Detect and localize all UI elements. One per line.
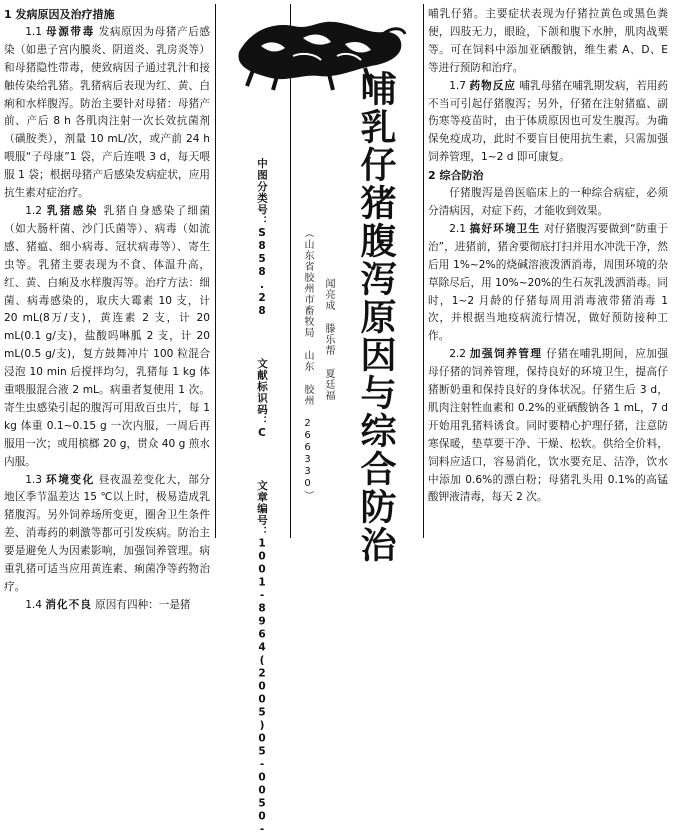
para-2-2-title: 加强饲养管理 xyxy=(469,348,543,361)
document-code: 文献标识码：C xyxy=(256,358,268,440)
para-2-1 xyxy=(428,221,668,346)
para-2-2 xyxy=(428,346,668,507)
para-1-4-continued: 哺乳仔猪。主要症状表现为仔猪拉黄色或黑色粪便，四肢无力，眼睑，下颌和腹下水肿，肌肉战栗等。可在饲料中添加亚硒酸钠，维生素 A、D、E 等进行预防和治疗。 xyxy=(428,8,668,74)
para-2-1-number: 2.1 xyxy=(449,222,467,235)
para-1-4-number: 1.4 xyxy=(25,598,43,611)
para-1-1-text: 发病原因为母猪产后感染（如患子宫内膜炎、阴道炎、乳房炎等）和母猪隐性带毒，使致病因子通过乳汁和接触传染给乳猪。乳猪病后表现为红、黄、白痢和水样腹泻。防治主要针对母猪：母猪产前、产后 8 h 各肌肉注射一次长效抗菌剂（磺胺类），剂量 10 mL/次，或产前 24 h 喂服“子母康”1 袋，产后连喂 3 d，每天喂服 1 袋；根据母猪产后感染发病症状，应用抗生素对症治疗。 xyxy=(4,25,211,200)
column-divider-right xyxy=(423,4,424,538)
para-1-3 xyxy=(4,472,210,597)
para-1-7-text: 哺乳母猪在哺乳期发病，若用药不当可引起仔猪腹泻；另外，仔猪在注射猪瘟、副伤寒等疫苗时，由于体质原因也可发生腹泻。为确保免疫成功，此时不要盲目使用抗生素，只需加强饲养管理，1~2 d 即可康复。 xyxy=(428,79,669,164)
para-1-4-title: 消化不良 xyxy=(45,598,92,611)
right-text-column xyxy=(428,6,668,507)
para-1-2 xyxy=(4,203,210,472)
para-1-4 xyxy=(4,597,210,615)
classification-number: 中图分类号：S858.28 xyxy=(256,158,268,318)
left-text-column xyxy=(4,6,210,615)
para-1-1-number: 1.1 xyxy=(25,25,43,38)
para-1-7-title: 药物反应 xyxy=(469,79,516,92)
article-number: 文章编号：1001-8964(2005)05-0050- xyxy=(256,480,268,837)
section-1-heading: 1 发病原因及治疗措施 xyxy=(4,8,115,21)
column-divider-middle xyxy=(290,4,291,538)
article-title: 哺乳仔猪腹泻原因与综合防治 xyxy=(355,70,396,564)
para-1-1 xyxy=(4,24,210,203)
para-1-4-text: 原因有四种：一是猪 xyxy=(95,598,191,611)
section-2-heading: 2 综合防治 xyxy=(428,169,484,183)
para-1-7 xyxy=(428,78,668,168)
para-1-2-text: 乳猪自身感染了细菌（如大肠杆菌、沙门氏菌等）、病毒（如流感、猪瘟、细小病毒、冠状病毒等）、寄生虫等。乳猪主要表现为不食、体温升高，红、黄、白痢及水样腹泻等。治疗方法：细菌、病毒感染的，取庆大霉素 10 支，计 20 mL(8万/支)，黄连素 2 支，计 20 mL(0.1 g/支)，盐酸吗啉胍 2 支，计 20 mL(0.5 g/支)，复方鼓舞冲片 100 粒混合浸泡 10 min 后搅拌均匀，乳猪每 1 kg 体重喂服混合液 2 mL。病重者复使用 1 次。寄生虫感染引起的腹泻可用敌百虫片，每 1 kg 体重 0.1~0.15 g 一次内服，一周后再服用一次；或用槟榔 20 g，贯众 40 g 煎水内服。 xyxy=(4,204,211,468)
author-address: （山东省胶州市畜牧局 山东 胶州 266330） xyxy=(302,228,313,501)
para-1-2-number: 1.2 xyxy=(25,204,43,217)
para-2-1-title: 搞好环境卫生 xyxy=(469,222,541,235)
para-2-2-number: 2.2 xyxy=(449,348,467,361)
publication-metadata xyxy=(255,158,270,837)
para-2-2-text: 仔猪在哺乳期间，应加强母仔猪的饲养管理，保持良好的环境卫生，提高仔猪断奶重和保持良好的身体状况。仔猪生后 3 d，肌肉注射牲血素和 0.2%的亚硒酸钠各 1 mL，7 d 开始用乳猪料诱食。同时要精心护理仔猪，注意防寒保暖，垫草要干净、干燥、松软。供给全价料，饲料应适口，容易消化，饮水要充足、洁净，饮水中添加 0.6%的漂白粉；母猪乳头用 0.1%的高锰酸钾液清毒，每天 2 次。 xyxy=(428,348,668,504)
para-1-3-number: 1.3 xyxy=(25,473,43,486)
para-1-7-number: 1.7 xyxy=(449,79,467,92)
author-names: 闻亮成 滕乐帮 夏廷福 xyxy=(323,278,334,401)
para-1-2-title: 乳猪感染 xyxy=(46,204,99,217)
column-divider-left xyxy=(215,4,216,538)
para-1-3-title: 环境变化 xyxy=(46,473,95,486)
para-1-3-text: 昼夜温差变化大，部分地区季节温差达 15 ℃以上时，极易造成乳猪腹泻。另外饲养场所变更，圈舍卫生条件差、消毒药的刺激等都可引发疾病。防治主要是避免人为因素影响，加强饲养管理。病重乳猪可适当应用黄连素、痢菌净等药物治疗。 xyxy=(4,473,211,593)
para-2-intro: 仔猪腹泻是兽医临床上的一种综合病症，必须分清病因，对症下药，才能收到效果。 xyxy=(428,187,668,217)
para-2-1-text: 对仔猪腹泻要做到“防重于治”，进猪前，猪舍要彻底打扫并用水冲洗干净，然后用 1%~2%的烧碱溶液泼洒消毒，周围环境的杂草除尽后，用 10%~20%的生石灰乳泼洒消毒。同时，1~2 月龄的仔猪每周用消毒液带猪消毒 1 次，并根据当地疫病流行情况，做好预防接种工作。 xyxy=(428,222,668,343)
para-1-1-title: 母源带毒 xyxy=(46,25,95,38)
